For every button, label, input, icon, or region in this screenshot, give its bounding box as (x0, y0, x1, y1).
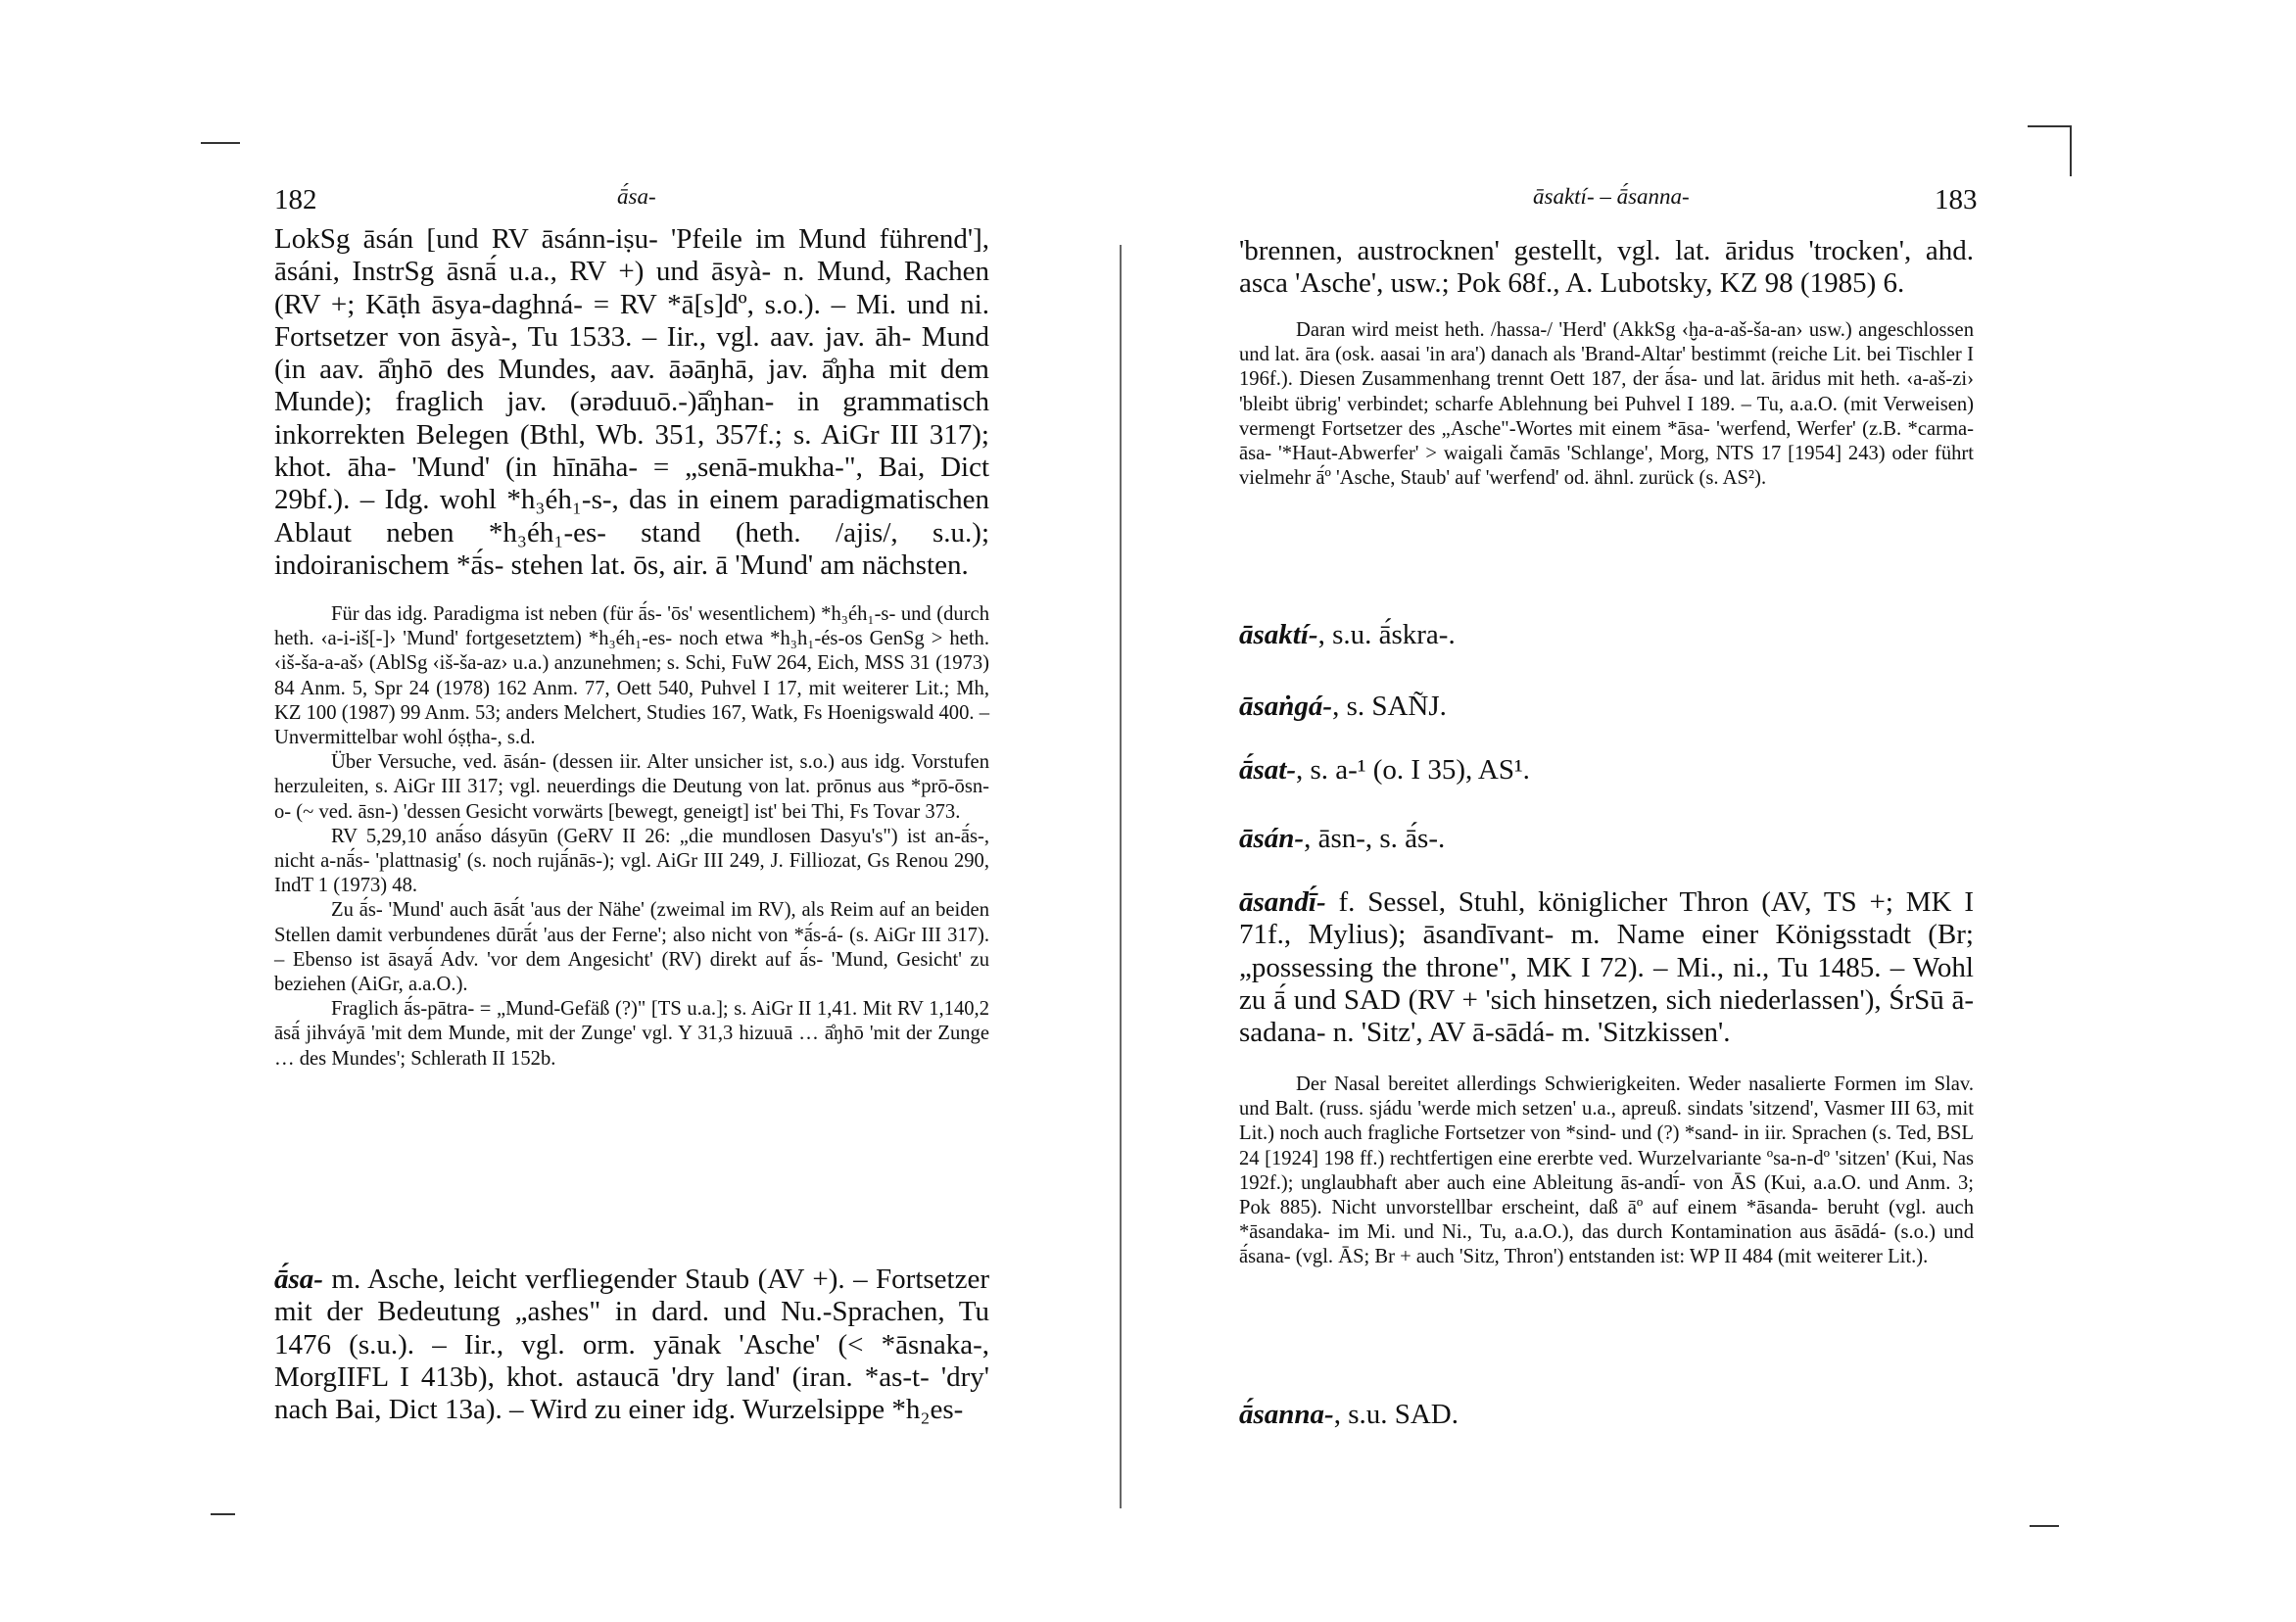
note-paragraph: RV 5,29,10 anā́so dásyūn (GeRV II 26: „die mundlosen Dasyu's") ist an-ā́s-, nicht a-nā́s- 'plattnasig' (s. noch rujā́nās-); vgl. AiGr III 249, J. Filliozat, Gs Renou 290, IndT 1 (1973) 48. (274, 825, 989, 897)
page-gutter-rule (1120, 245, 1122, 1508)
note-paragraph: Der Nasal bereitet allerdings Schwierigkeiten. Weder nasalierte Formen im Slav. und Balt. (russ. sjádu 'werde mich setzen' u.a., apreuß. sindats 'sitzend', Vasmer III 63, mit Lit.) noch auch fragliche Fortsetzer von *sind- und (?) *sand- in iir. Sprachen (s. Ted, BSL 24 [1924] 198 ff.) rechtfertigen eine ererbte ved. Wurzelvariante ºsa-n-dº 'sitzen' (Kui, Nas 192f.); unglaubhaft aber auch eine Ableitung ās-andī́- von ĀS (Kui, a.a.O. und Anm. 3; Pok 885). Nicht unvorstellbar erscheint, daß āº auf einem *āsanda- beruht (vgl. auch *āsandaka- im Mi. und Ni., Tu, a.a.O.), das durch Kontamination aus āsādá- (s.o.) und ā́sana- (vgl. ĀS; Br + auch 'Sitz, Thron') entstanden ist: WP II 484 (mit weiterer Lit.). (1239, 1073, 1974, 1268)
scan-mark (2070, 125, 2072, 176)
entry-asandi (1239, 886, 1974, 1049)
note-paragraph: Fraglich ā́s-pātra- = „Mund-Gefäß (?)" [TS u.a.]; s. AiGr II 1,41. Mit RV 1,140,2 āsā́ jihváyā 'mit dem Munde, mit der Zunge' vgl. Y 31,3 hizuuā … ā̊ŋhō 'mit der Zunge … des Mundes'; Schlerath II 152b. (274, 998, 989, 1070)
entry-text: , s. a-¹ (o. I 35), AS¹. (1296, 754, 1530, 786)
page-number: 183 (1935, 184, 1978, 215)
entry-headword: ā́sanna- (1239, 1399, 1334, 1430)
entry-asandi-note (1239, 1073, 1974, 1270)
xref-asat (1239, 754, 1974, 787)
continuation-paragraph: 'brennen, austrocknen' gestellt, vgl. lat. āridus 'trocken', ahd. asca 'Asche', usw.; Pok 68f., A. Lubotsky, KZ 98 (1985) 6. (1239, 235, 1974, 300)
entry-headword: ā́sat- (1239, 754, 1296, 786)
running-head: ā́sa- (617, 184, 656, 209)
xref-asanga (1239, 691, 1974, 723)
scan-mark (201, 142, 240, 144)
entry-headword: āsán- (1239, 823, 1305, 854)
scan-mark (2030, 1525, 2059, 1527)
entry-headword: āsaṅgá- (1239, 691, 1333, 722)
note-paragraph: Zu ā́s- 'Mund' auch āsā́t 'aus der Nähe' (zweimal im RV), als Reim auf an beiden Stellen damit verbundenes dūrā́t 'aus der Ferne'; also nicht von *ā́s-á- (s. AiGr III 317). – Ebenso ist āsayā́ Adv. 'vor dem Angesicht' (RV) direkt auf ā́s- 'Mund, Gesicht' zu beziehen (AiGr, a.a.O.). (274, 899, 989, 996)
note-paragraph: Für das idg. Paradigma ist neben (für ā́s- 'ōs' wesentlichem) *h₃éh₁-s- und (durch heth. ‹a-i-iš[-]› 'Mund' fortgesetztem) *h₃éh₁-es- noch etwa *h₃h₁-és-os GenSg > heth. ‹iš-ša-a-aš› (AblSg ‹iš-ša-az› u.a.) anzunehmen; s. Schi, FuW 264, Eich, MSS 31 (1973) 84 Anm. 5, Spr 24 (1978) 162 Anm. 77, Oett 540, Puhvel I 17, mit weiterer Lit.; Mh, KZ 100 (1987) 99 Anm. 53; anders Melchert, Studies 167, Watk, Fs Hoenigswald 400. – Unvermittelbar wohl óṣṭha-, s.d. (274, 603, 989, 749)
entry-text: , s.u. ā́skra-. (1317, 619, 1456, 650)
entry-text: , s. SAÑJ. (1332, 691, 1447, 722)
xref-asanna (1239, 1399, 1974, 1431)
entry-asa (274, 1264, 989, 1426)
scan-mark (211, 1513, 235, 1515)
entry-headword: ā́sa- (274, 1264, 323, 1295)
entry-text: m. Asche, leicht verfliegender Staub (AV +). – Fortsetzer mit der Bedeutung „ashes" in dard. und Nu.-Sprachen, Tu 1476 (s.u.). – Iir., vgl. orm. yānak 'Asche' (< *āsnaka-, MorgIIFL I 413b), khot. astaucā 'dry land' (iran. *as-t- 'dry' nach Bai, Dict 13a). – Wird zu einer idg. Wurzelsippe *h₂es- (274, 1264, 989, 1426)
page-number: 182 (274, 184, 317, 215)
main-paragraph-block (274, 223, 989, 582)
main-paragraph: LokSg āsán [und RV āsánn-iṣu- 'Pfeile im Mund führend'], āsáni, InstrSg āsnā́ u.a., RV +) und āsyà- n. Mund, Rachen (RV +; Kāṭh āsya-daghná- = RV *ā[s]dº, s.o.). – Mi. und ni. Fortsetzer von āsyà-, Tu 1533. – Iir., vgl. aav. jav. āh- Mund (in aav. ā̊ŋhō des Mundes, aav. āəāŋhā, jav. ā̊ŋha mit dem Munde); fraglich jav. (ərəduuō.-)ā̊ŋhan- in grammatisch inkorrekten Belegen (Bthl, Wb. 351, 357f.; s. AiGr III 317); khot. āha- 'Mund' (in hīnāha- = „senā-mukha-", Bai, Dict 29bf.). – Idg. wohl *h₃éh₁-s-, das in einem paradigmatischen Ablaut neben *h₃éh₁-es- stand (heth. /ajis/, s.u.); indoiranischem *ā́s- stehen lat. ōs, air. ā 'Mund' am nächsten. (274, 223, 989, 581)
continuation-block (1239, 235, 1974, 301)
note-paragraph: Daran wird meist heth. /hassa-/ 'Herd' (AkkSg ‹ḫa-a-aš-ša-an› usw.) angeschlossen und lat. āra (osk. aasai 'in ara') danach als 'Brand-Altar' bestimmt (reiche Lit. bei Tischler I 196f.). Diesen Zusammenhang trennt Oett 187, der ā́sa- und lat. āridus mit heth. ‹a-aš-zi› 'bleibt übrig' verbindet; scharfe Ablehnung bei Puhvel I 189. – Tu, a.a.O. (mit Verweisen) vermengt Fortsetzer des „Asche"-Wortes mit einem *āsa- 'werfend, Werfer' (z.B. *carma-āsa- '*Haut-Abwerfer' > waigali čamās 'Schlange', Morg, NTS 17 [1954] 243) oder führt vielmehr ā́º 'Asche, Staub' auf 'werfend' od. ähnl. zurück (s. AS²). (1239, 319, 1974, 490)
xref-asan (1239, 823, 1974, 855)
note-block (1239, 318, 1974, 491)
entry-text: , āsn-, s. ā́s-. (1304, 823, 1446, 854)
scan-mark (2028, 125, 2072, 127)
entry-headword: āsaktí- (1239, 619, 1318, 650)
entry-text: f. Sessel, Stuhl, königlicher Thron (AV, TS +; MK I 71f., Mylius); āsandīvant- m. Name einer Königsstadt (Br; „possessing the throne", MK I 72). – Mi., ni., Tu 1485. – Wohl zu ā́ und SAD (RV + 'sich hinsetzen, sich niederlassen'), ŚrSū ā-sadana- n. 'Sitz', AV ā-sādá- m. 'Sitzkissen'. (1239, 886, 1974, 1049)
note-paragraph: Über Versuche, ved. āsán- (dessen iir. Alter unsicher ist, s.o.) aus idg. Vorstufen herzuleiten, s. AiGr III 317; vgl. neuerdings die Deutung von lat. prōnus aus *prō-ōsn-o- (~ ved. āsn-) 'dessen Gesicht vorwärts [bewegt, geneigt] ist' bei Thi, Fs Tovar 373. (274, 751, 989, 823)
entry-headword: āsandī́- (1239, 886, 1326, 918)
notes-block (274, 602, 989, 1072)
xref-asakti (1239, 619, 1974, 651)
running-head: āsaktí- – ā́sanna- (1533, 184, 1690, 209)
entry-text: , s.u. SAD. (1333, 1399, 1459, 1430)
